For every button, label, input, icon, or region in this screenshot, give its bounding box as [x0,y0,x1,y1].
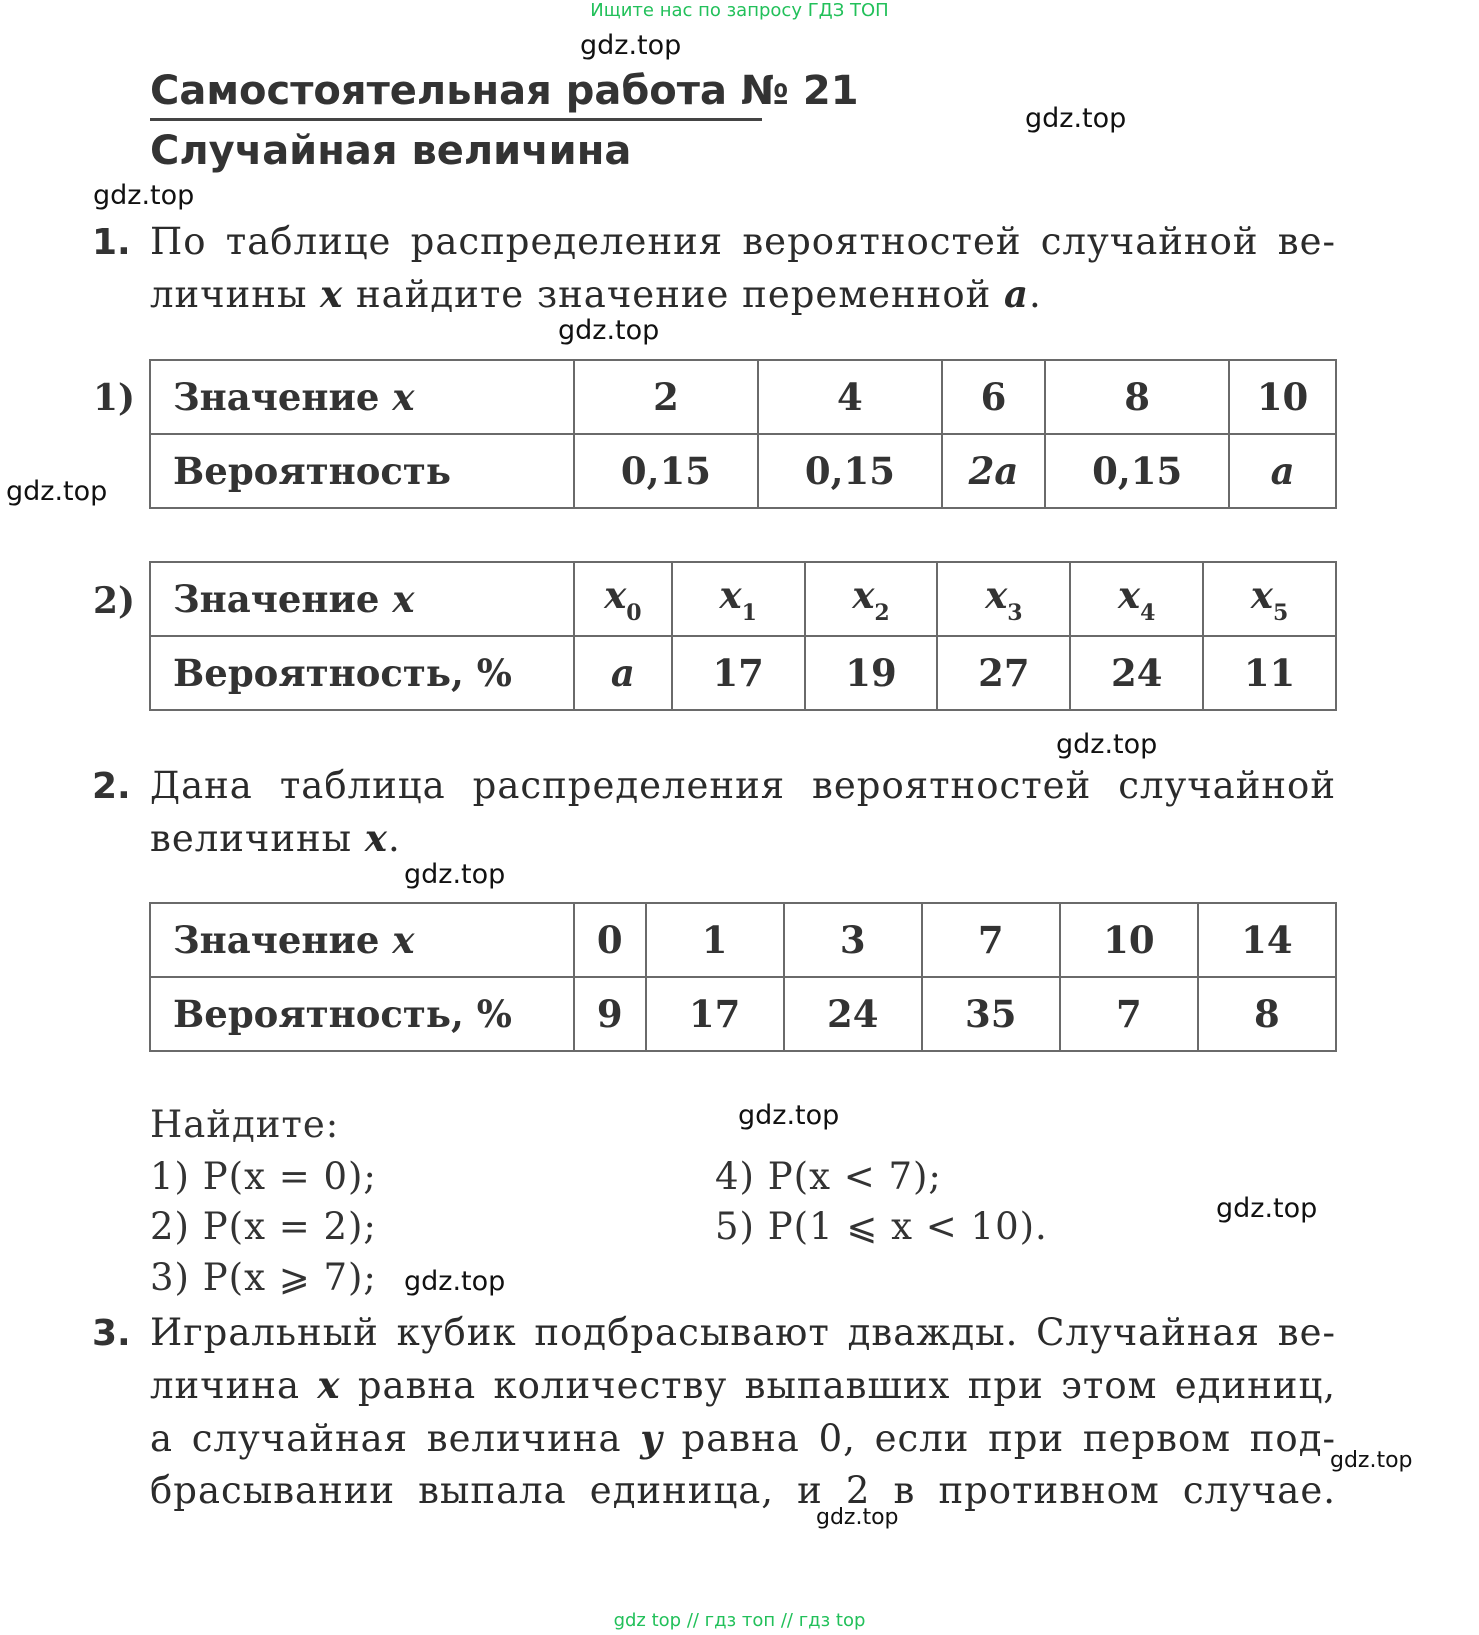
table-cell: 8 [1198,977,1336,1051]
table-cell: 0 [574,903,646,977]
table-cell: 17 [646,977,784,1051]
distribution-table-3 [149,902,1337,1052]
table-row [150,434,1336,508]
table-header-cell: Значение x [150,903,574,977]
watermark: gdz.top [558,315,660,346]
watermark: gdz.top [1025,103,1127,134]
table-cell: 0,15 [574,434,758,508]
task3-line2: личина x равна количеству выпавших при этом единиц, [150,1363,1337,1407]
table-cell: $x_2$ [805,562,938,636]
table-row [150,636,1336,710]
task-number: 3. [92,1313,131,1354]
task-number: 2. [92,766,131,807]
task3-line1: Игральный кубик подбрасывают дважды. Случайная ве- [150,1311,1336,1354]
watermark: gdz.top [93,180,195,211]
page-subtitle: Случайная величина [150,128,632,174]
table-cell: 0,15 [758,434,942,508]
table-row [150,562,1336,636]
watermark: gdz.top [6,476,108,507]
watermark: gdz.top [580,30,682,61]
find-item: 3) P(x ⩾ 7); [150,1256,377,1299]
table-cell: $x_4$ [1070,562,1203,636]
watermark: gdz.top [1330,1448,1413,1473]
table-cell: $x_0$ [574,562,672,636]
bottom-banner: gdz top // гдз топ // гдз top [613,1610,866,1631]
table-cell: 27 [937,636,1070,710]
table-cell: 17 [672,636,805,710]
task2-line2: величины x. [150,816,401,860]
watermark: gdz.top [1056,729,1158,760]
table-cell: 7 [922,903,1060,977]
find-item: 1) P(x = 0); [150,1155,377,1198]
table-row [150,360,1336,434]
task-number: 1. [92,222,131,263]
find-heading: Найдите: [150,1103,340,1146]
watermark: gdz.top [404,859,506,890]
task2-line1: Дана таблица распределения вероятностей случайной [150,764,1336,807]
table-cell: 0,15 [1045,434,1229,508]
table-header-cell: Значение x [150,562,574,636]
task3-line3: а случайная величина y равна 0, если при первом под- [150,1416,1336,1460]
table-cell: 6 [942,360,1045,434]
table-cell: $x_3$ [937,562,1070,636]
table-cell: 10 [1060,903,1198,977]
table-cell: 24 [784,977,922,1051]
task1-text [150,216,1336,321]
table-label: 2) [93,580,136,622]
find-item: 2) P(x = 2); [150,1205,377,1248]
table-cell: 10 [1229,360,1336,434]
table-cell: 3 [784,903,922,977]
table-cell: 35 [922,977,1060,1051]
table-cell: 11 [1203,636,1336,710]
table-cell: $x_1$ [672,562,805,636]
find-item: 4) P(x < 7); [715,1155,942,1198]
distribution-table-2 [149,561,1337,711]
find-item: 5) P(1 ⩽ x < 10). [715,1205,1048,1248]
watermark: gdz.top [404,1266,506,1297]
watermark: gdz.top [1216,1193,1318,1224]
table-cell: 1 [646,903,784,977]
top-banner: Ищите нас по запросу ГДЗ ТОП [590,0,889,21]
page-title: Самостоятельная работа № 21 [150,68,859,114]
table-header-cell: Вероятность, % [150,636,574,710]
table-cell: 14 [1198,903,1336,977]
table-cell: 2 [574,360,758,434]
table-row [150,903,1336,977]
table-header-cell: Вероятность, % [150,977,574,1051]
table-cell: a [1229,434,1336,508]
table-cell: 2a [942,434,1045,508]
title-underline [150,118,762,121]
task1-line2: личины x найдите значение переменной a. [150,272,1042,316]
watermark: gdz.top [816,1505,899,1530]
distribution-table-1 [149,359,1337,509]
task3-text [150,1307,1336,1517]
table-cell: 24 [1070,636,1203,710]
table-label: 1) [93,377,136,419]
table-cell: a [574,636,672,710]
table-cell: 8 [1045,360,1229,434]
table-cell: 7 [1060,977,1198,1051]
table-header-cell: Вероятность [150,434,574,508]
table-cell: 19 [805,636,938,710]
table-cell: 4 [758,360,942,434]
task1-line1: По таблице распределения вероятностей случайной ве- [150,220,1336,263]
watermark: gdz.top [738,1100,840,1131]
table-row [150,977,1336,1051]
task3-line4: брасывании выпала единица, и 2 в противном случае. [150,1469,1336,1512]
task2-text [150,760,1336,865]
table-cell: $x_5$ [1203,562,1336,636]
table-cell: 9 [574,977,646,1051]
table-header-cell: Значение x [150,360,574,434]
